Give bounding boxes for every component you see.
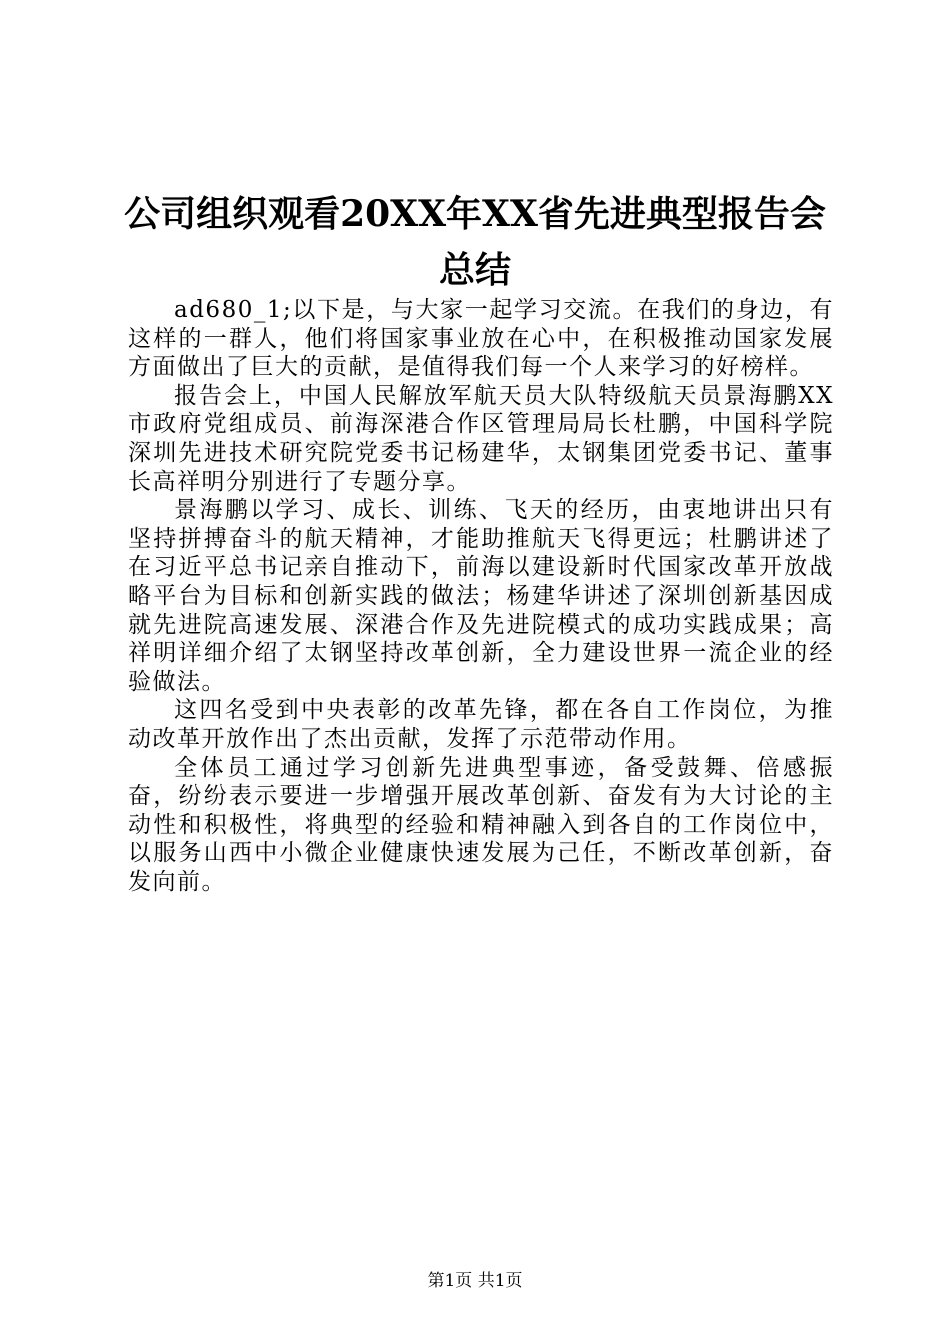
paragraph-pioneers: 这四名受到中央表彰的改革先锋，都在各自工作岗位，为推动改革开放作出了杰出贡献，发挥了示范带动作用。 xyxy=(128,697,834,752)
page-number-footer: 第1页 共1页 xyxy=(427,1271,523,1291)
document-title: 公司组织观看20XX年XX省先进典型报告会总结 xyxy=(124,193,826,291)
paragraph-speakers: 报告会上，中国人民解放军航天员大队特级航天员景海鹏XX市政府党组成员、前海深港合作区管理局局长杜鹏，中国科学院深圳先进技术研究院党委书记杨建华，太钢集团党委书记、董事长高祥明分别进行了专题分享。 xyxy=(128,382,834,495)
paragraph-conclusion: 全体员工通过学习创新先进典型事迹，备受鼓舞、倍感振奋，纷纷表示要进一步增强开展改革创新、奋发有为大讨论的主动性和积极性，将典型的经验和精神融入到各自的工作岗位中，以服务山西中小微企业健康快速发展为己任，不断改革创新，奋发向前。 xyxy=(128,754,834,895)
paragraph-intro: ad680_1;以下是，与大家一起学习交流。在我们的身边，有这样的一群人，他们将国家事业放在心中，在积极推动国家发展方面做出了巨大的贡献，是值得我们每一个人来学习的好榜样。 xyxy=(128,297,834,381)
document-body xyxy=(128,296,834,896)
paragraph-speeches: 景海鹏以学习、成长、训练、飞天的经历，由衷地讲出只有坚持拼搏奋斗的航天精神，才能助推航天飞得更远；杜鹏讲述了在习近平总书记亲自推动下，前海以建设新时代国家改革开放战略平台为目标和创新实践的做法；杨建华讲述了深圳创新基因成就先进院高速发展、深港合作及先进院模式的成功实践成果；高祥明详细介绍了太钢坚持改革创新，全力建设世界一流企业的经验做法。 xyxy=(128,497,834,695)
